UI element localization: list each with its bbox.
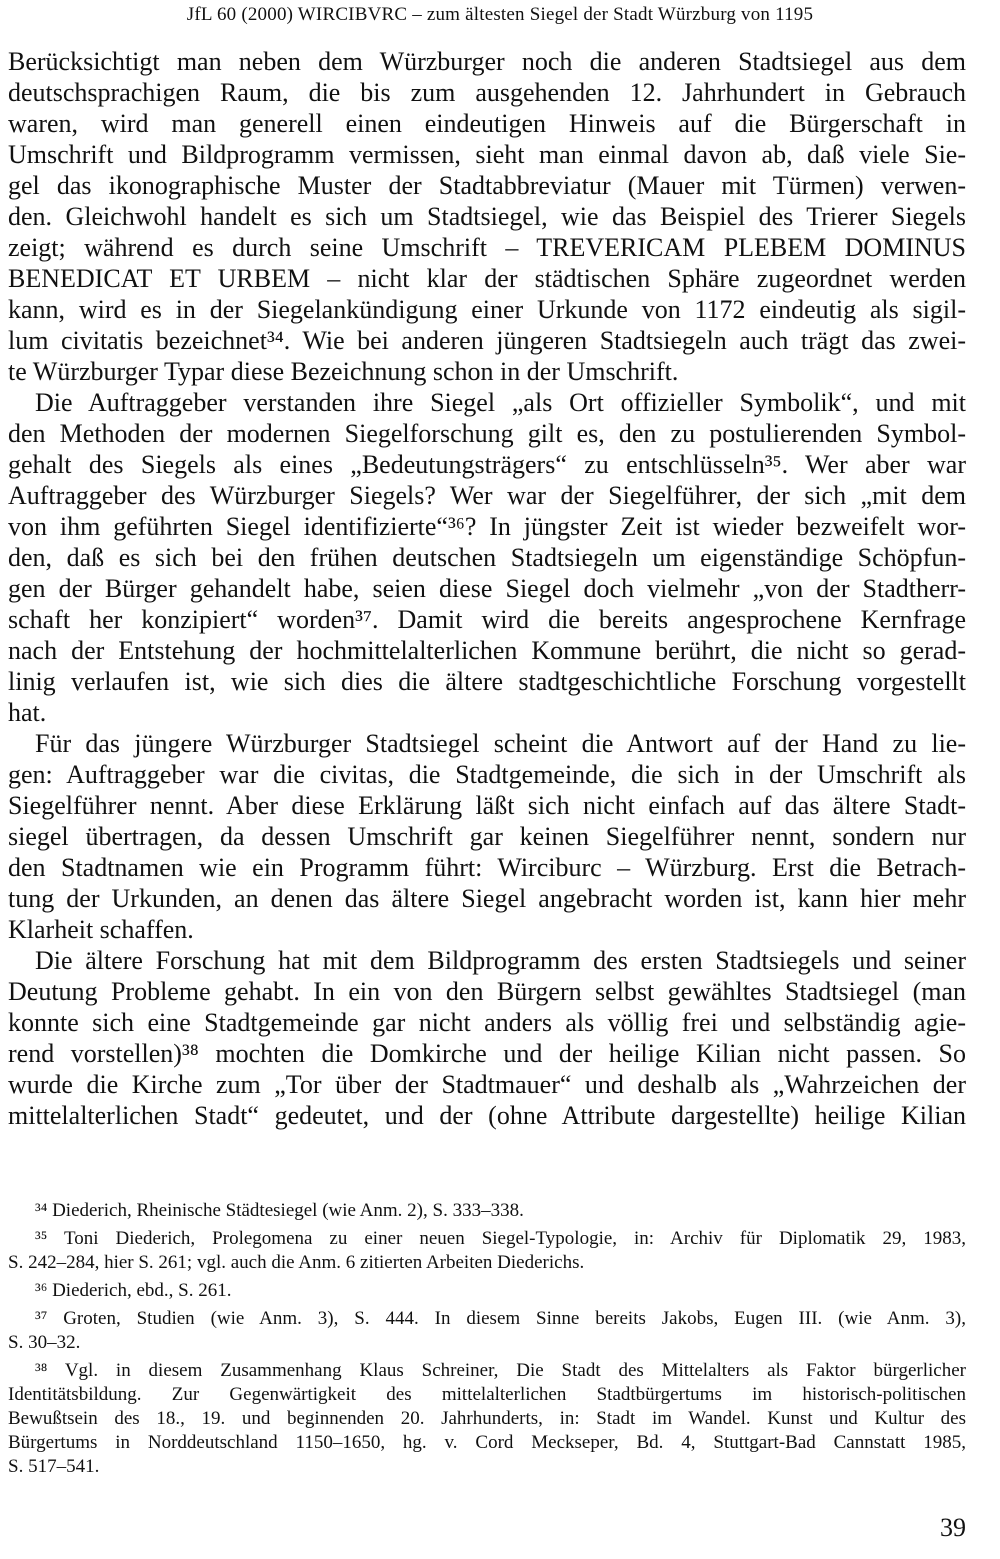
text-line: von ihm geführten Siegel identifizierte“³⁶? In jüngster Zeit ist wieder bezweifelt wor- — [8, 512, 966, 541]
page-number: 39 — [940, 1513, 966, 1542]
text-line: nach der Entstehung der hochmittelalterlichen Kommune berührt, die nicht so gerad- — [8, 636, 966, 665]
text-line: siegel übertragen, da dessen Umschrift gar keinen Siegelführer nennt, sondern nur — [8, 822, 966, 851]
main-text — [8, 46, 966, 1131]
text-line: Umschrift und Bildprogramm vermissen, sieht man einmal davon ab, daß viele Sie- — [8, 140, 966, 169]
text-line: Für das jüngere Würzburger Stadtsiegel scheint die Antwort auf der Hand zu lie- — [35, 729, 966, 758]
text-line: wurde die Kirche zum „Tor über der Stadtmauer“ und deshalb als „Wahrzeichen der — [8, 1070, 966, 1099]
text-line: tung der Urkunden, an denen das ältere Siegel angebracht worden ist, kann hier mehr — [8, 884, 966, 913]
text-line: Klarheit schaffen. — [8, 915, 194, 944]
text-line: gel das ikonographische Muster der Stadtabbreviatur (Mauer mit Türmen) verwen- — [8, 171, 966, 200]
text-line: linig verlaufen ist, wie sich dies die ältere stadtgeschichtliche Forschung vorgestellt — [8, 667, 966, 696]
footnote-line: ³⁶ Diederich, ebd., S. 261. — [35, 1280, 232, 1301]
text-line: zeigt; während es durch seine Umschrift – TREVERICAM PLEBEM DOMINUS — [8, 233, 966, 262]
footnote-line: S. 517–541. — [8, 1456, 100, 1477]
text-line: rend vorstellen)³⁸ mochten die Domkirche und der heilige Kilian nicht passen. So — [8, 1039, 966, 1068]
text-line: Deutung Probleme gehabt. In ein von den Bürgern selbst gewähltes Stadtsiegel (man — [8, 977, 966, 1006]
text-line: kann, wird es in der Siegelankündigung einer Urkunde von 1172 eindeutig als sigil- — [8, 295, 966, 324]
footnote-line: S. 30–32. — [8, 1332, 81, 1353]
text-line: deutschsprachigen Raum, die bis zum ausgehenden 12. Jahrhundert in Gebrauch — [8, 78, 966, 107]
text-line: BENEDICAT ET URBEM – nicht klar der städtischen Sphäre zugeordnet werden — [8, 264, 966, 293]
text-line: Die Auftraggeber verstanden ihre Siegel „als Ort offizieller Symbolik“, und mit — [35, 388, 966, 417]
text-line: Berücksichtigt man neben dem Würzburger noch die anderen Stadtsiegel aus dem — [8, 47, 966, 76]
text-line: den Methoden der modernen Siegelforschung gilt es, den zu postulierenden Symbol- — [8, 419, 966, 448]
text-line: hat. — [8, 698, 47, 727]
footnote-line: Bürgertums in Norddeutschland 1150–1650, hg. v. Cord Meckseper, Bd. 4, Stuttgart-Bad Cannstatt 1985, — [8, 1432, 966, 1453]
running-header: JfL 60 (2000) WIRCIBVRC – zum ältesten Siegel der Stadt Würzburg von 1195 — [186, 4, 814, 25]
text-line: Siegelführer nennt. Aber diese Erklärung läßt sich nicht einfach auf das ältere Stadt- — [8, 791, 966, 820]
footnote-line: ³⁴ Diederich, Rheinische Städtesiegel (wie Anm. 2), S. 333–338. — [35, 1200, 524, 1221]
text-line: Die ältere Forschung hat mit dem Bildprogramm des ersten Stadtsiegels und seiner — [35, 946, 966, 975]
footnote-line: Identitätsbildung. Zur Gegenwärtigkeit des mittelalterlichen Stadtbürgertums im historisch-politischen — [8, 1384, 966, 1405]
text-line: te Würzburger Typar diese Bezeichnung schon in der Umschrift. — [8, 357, 679, 386]
text-line: den. Gleichwohl handelt es sich um Stadtsiegel, wie das Beispiel des Trierer Siegels — [8, 202, 966, 231]
footnote-line: S. 242–284, hier S. 261; vgl. auch die Anm. 6 zitierten Arbeiten Diederichs. — [8, 1252, 585, 1273]
text-line: mittelalterlichen Stadt“ gedeutet, und der (ohne Attribute dargestellte) heilige Kilian — [8, 1101, 966, 1130]
footnotes — [8, 1199, 966, 1479]
text-line: gen der Bürger gehandelt habe, seien diese Siegel doch vielmehr „von der Stadtherr- — [8, 574, 966, 603]
text-line: konnte sich eine Stadtgemeinde gar nicht anders als völlig frei und selbständig agie- — [8, 1008, 966, 1037]
footnote-line: ³⁵ Toni Diederich, Prolegomena zu einer neuen Siegel-Typologie, in: Archiv für Diplomatik 29, 1983, — [35, 1228, 966, 1249]
text-line: Auftraggeber des Würzburger Siegels? Wer war der Siegelführer, der sich „mit dem — [8, 481, 966, 510]
text-line: waren, wird man generell einen eindeutigen Hinweis auf die Bürgerschaft in — [8, 109, 966, 138]
text-line: lum civitatis bezeichnet³⁴. Wie bei anderen jüngeren Stadtsiegeln auch trägt das zwei- — [8, 326, 966, 355]
footnote-line: ³⁷ Groten, Studien (wie Anm. 3), S. 444. In diesem Sinne bereits Jakobs, Eugen III. (wie Anm. 3), — [35, 1308, 966, 1329]
text-line: gen: Auftraggeber war die civitas, die Stadtgemeinde, die sich in der Umschrift als — [8, 760, 966, 789]
text-line: den, daß es sich bei den frühen deutschen Stadtsiegeln um eigenständige Schöpfun- — [8, 543, 966, 572]
footnote-line: Bewußtsein des 18., 19. und beginnenden 20. Jahrhunderts, in: Stadt im Wandel. Kunst und Kultur des — [8, 1408, 966, 1429]
text-line: den Stadtnamen wie ein Programm führt: Wirciburc – Würzburg. Erst die Betrach- — [8, 853, 966, 882]
text-line: schaft her konzipiert“ worden³⁷. Damit wird die bereits angesprochene Kernfrage — [8, 605, 966, 634]
text-line: gehalt des Siegels als eines „Bedeutungsträgers“ zu entschlüsseln³⁵. Wer aber war — [8, 450, 966, 479]
footnote-line: ³⁸ Vgl. in diesem Zusammenhang Klaus Schreiner, Die Stadt des Mittelalters als Faktor bürgerlicher — [35, 1360, 966, 1381]
